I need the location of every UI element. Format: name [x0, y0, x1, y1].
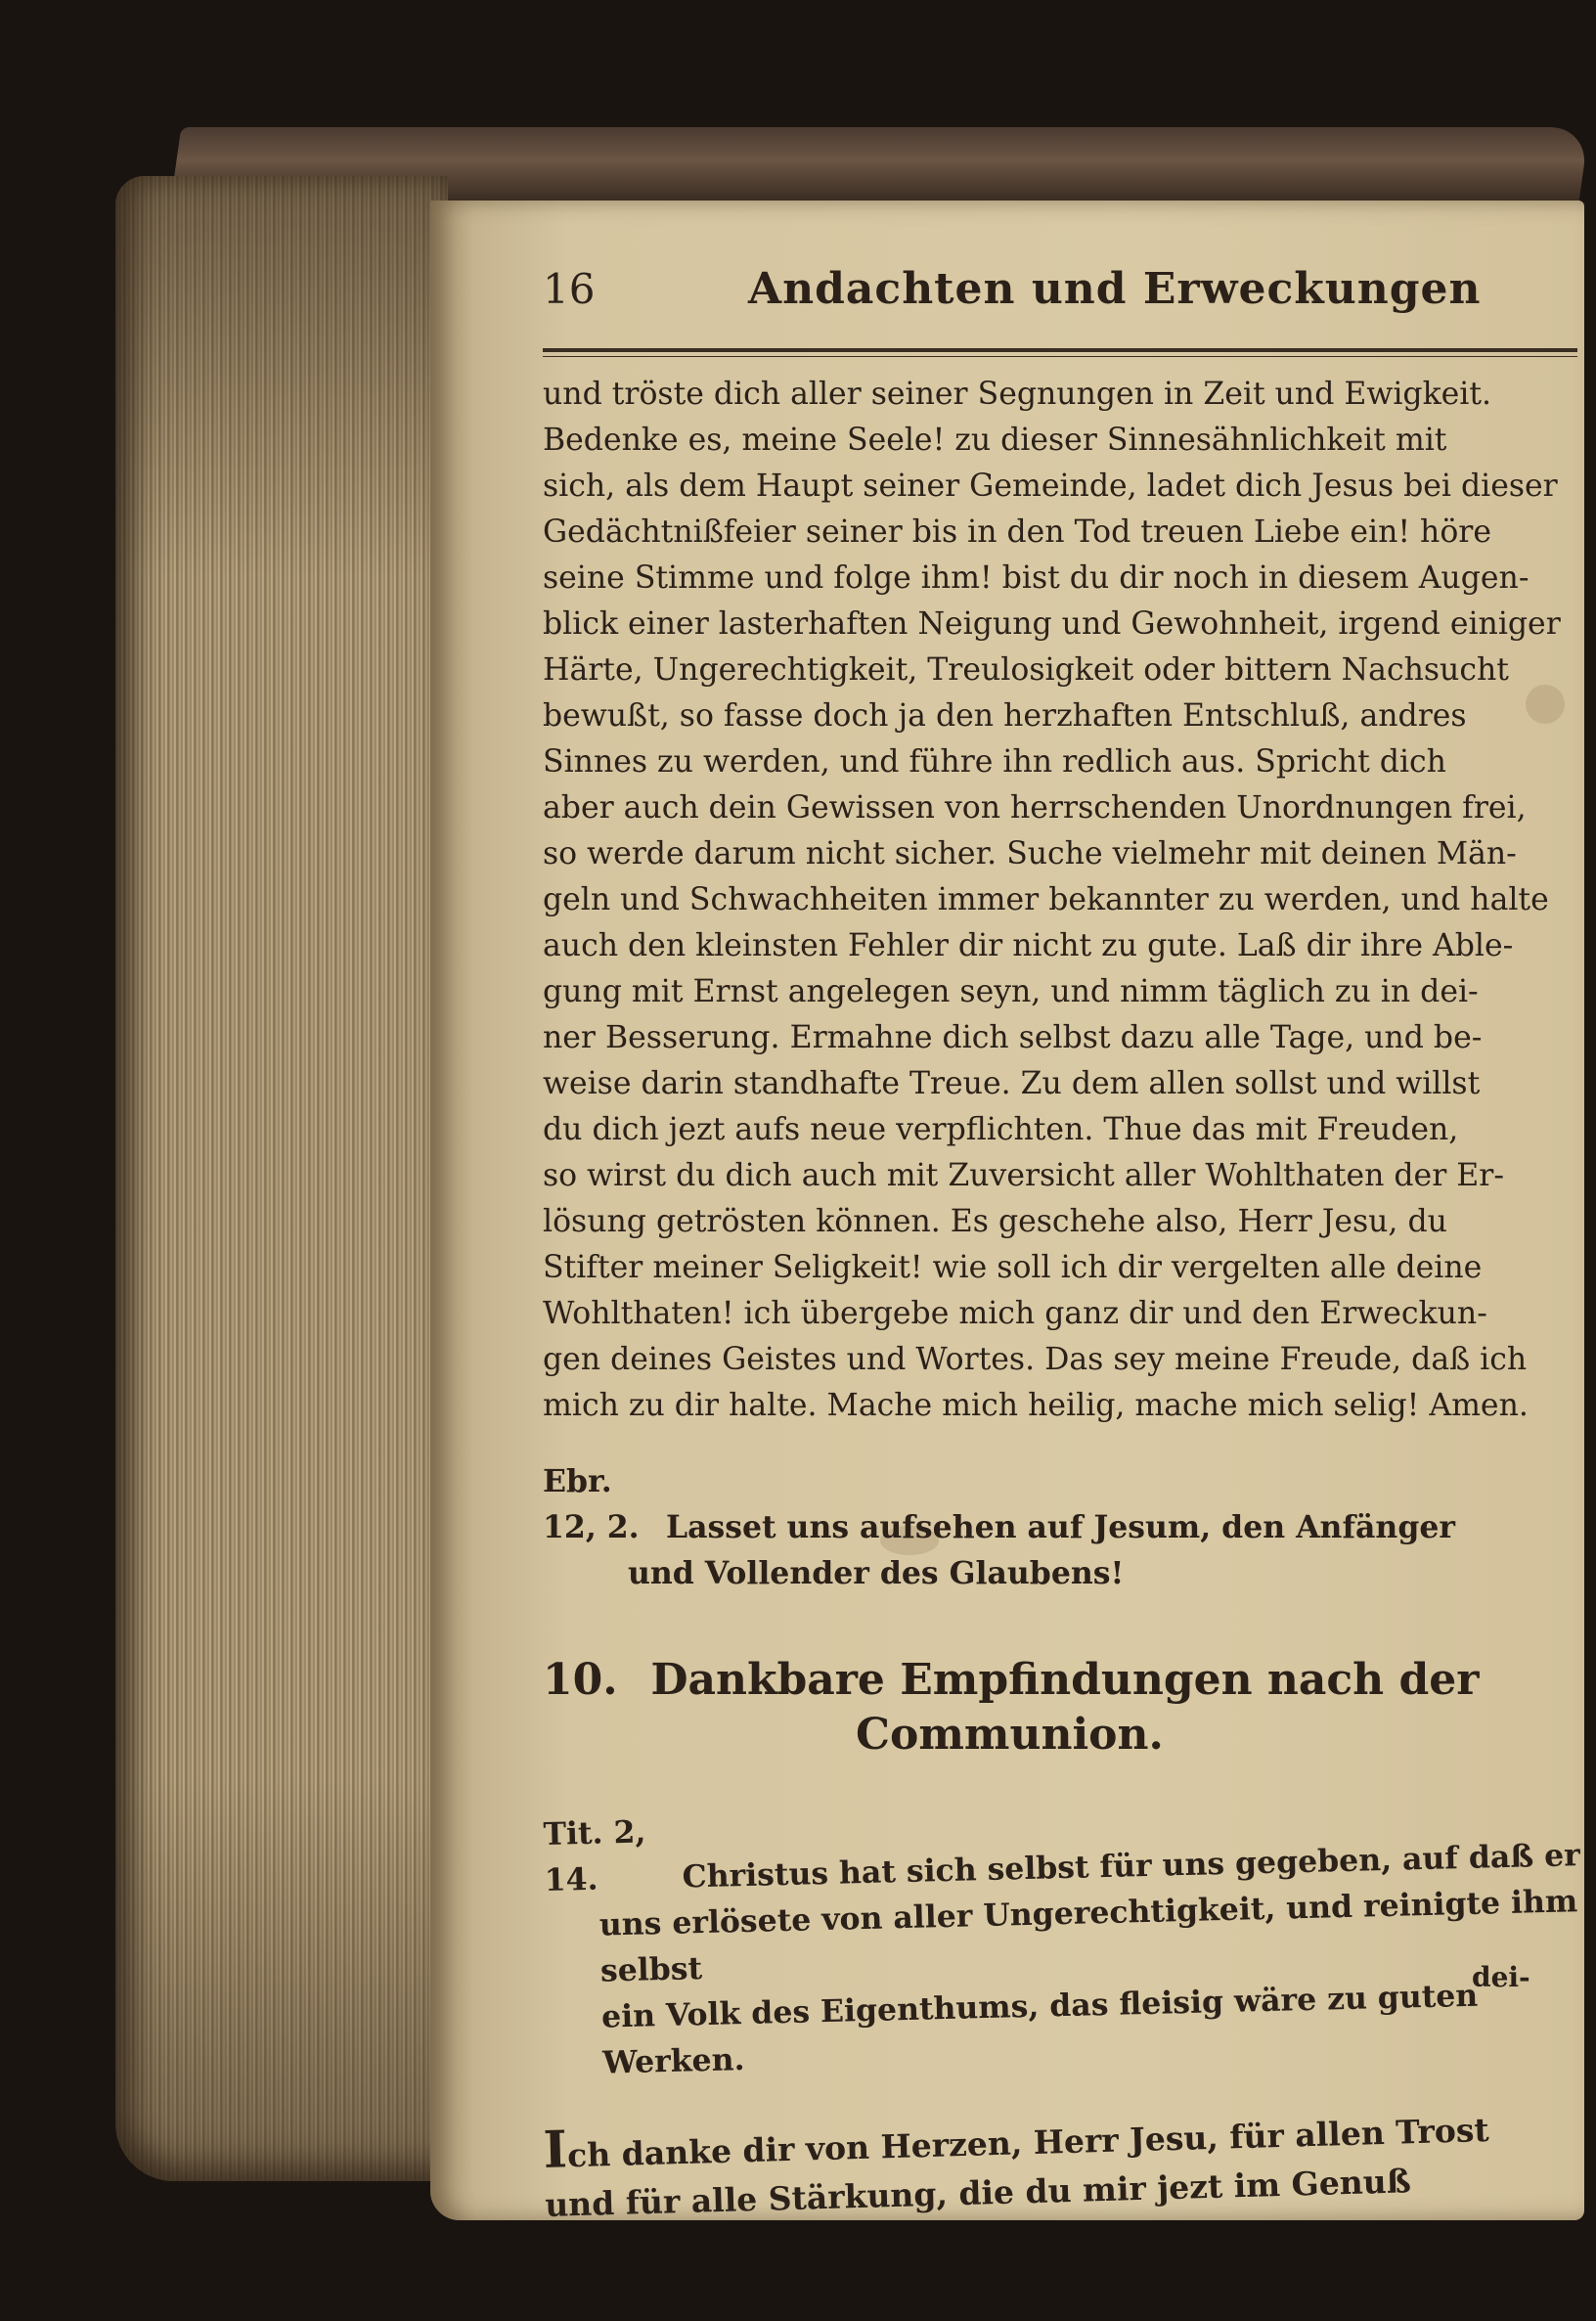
body-line: bewußt, so fasse doch ja den herzhaften Entschluß, andres — [543, 698, 1467, 734]
verse-reference: Ebr. 12, 2. — [543, 1463, 640, 1545]
body-line: Stifter meiner Seligkeit! wie soll ich dir vergelten alle deine — [543, 1250, 1483, 1285]
body-line: so werde darum nicht sicher. Suche vielmehr mit deinen Män- — [543, 836, 1517, 871]
body-line: sich, als dem Haupt seiner Gemeinde, ladet dich Jesus bei dieser — [543, 469, 1558, 504]
scripture-verse-tit — [543, 1786, 1586, 2087]
body-line: Wohlthaten! ich übergebe mich ganz dir und den Erweckun- — [543, 1296, 1487, 1331]
section-number: 10. — [543, 1655, 618, 1705]
verse-text-line: Lasset uns aufsehen auf Jesum, den Anfänger — [665, 1509, 1455, 1545]
body-line: Sinnes zu werden, und führe ihn redlich aus. Spricht dich — [543, 744, 1446, 780]
section-title-line: Communion. — [856, 1710, 1164, 1760]
body-line: aber auch dein Gewissen von herrschenden Unordnungen frei, — [543, 790, 1527, 826]
running-head: Andachten und Erweckungen — [748, 264, 1482, 314]
body-line: gen deines Geistes und Wortes. Das sey meine Freude, daß ich — [543, 1342, 1528, 1377]
verse-text-line: und Vollender des Glaubens! — [628, 1555, 1125, 1591]
header-rule — [543, 348, 1577, 352]
verse-reference: Tit. 2, 14. — [543, 1813, 646, 1898]
paragraph-line: und für alle Stärkung, die du mir jezt im Genuß — [544, 2162, 1412, 2224]
page-number: 16 — [543, 265, 596, 313]
body-line: und tröste dich aller seiner Segnungen in Zeit und Ewigkeit. — [543, 377, 1492, 412]
body-line: seine Stimme und folge ihm! bist du dir noch in diesem Augen- — [543, 560, 1530, 596]
prayer-paragraph — [543, 2097, 1582, 2230]
body-line: Bedenke es, meine Seele! zu dieser Sinnesähnlichkeit mit — [543, 423, 1447, 458]
verse-text-line: uns erlösete von aller Ungerechtigkeit, und reinigte ihm selbst — [598, 1883, 1578, 1989]
body-line: geln und Schwachheiten immer bekannter zu werden, und halte — [543, 882, 1549, 917]
body-line: du dich jezt aufs neue verpflichten. Thue das mit Freuden, — [543, 1112, 1459, 1147]
section-title-line: Dankbare Empfindungen nach der — [650, 1655, 1480, 1705]
book-page-edges — [115, 176, 448, 2181]
body-line: weise darin standhafte Treue. Zu dem allen sollst und willst — [543, 1066, 1481, 1101]
body-line: lösung getrösten können. Es geschehe also, Herr Jesu, du — [543, 1204, 1447, 1239]
body-line: gung mit Ernst angelegen seyn, und nimm täglich zu in dei- — [543, 974, 1479, 1009]
paragraph-line: ch danke dir von Herzen, Herr Jesu, für allen Trost — [566, 2110, 1490, 2175]
body-line: ner Besserung. Ermahne dich selbst dazu alle Tage, und be- — [543, 1020, 1483, 1055]
page-header — [543, 264, 1579, 323]
body-paragraph — [543, 372, 1574, 1429]
verse-text-line: Christus hat sich selbst für uns gegeben, auf daß er — [682, 1837, 1581, 1896]
body-line: auch den kleinsten Fehler dir nicht zu gute. Laß dir ihre Able- — [543, 928, 1514, 963]
page-content — [543, 264, 1579, 2230]
scripture-verse-ebr — [543, 1458, 1579, 1596]
section-heading — [543, 1653, 1579, 1763]
drop-cap: I — [542, 2120, 568, 2180]
catchword: dei- — [1472, 1961, 1530, 1993]
body-line: blick einer lasterhaften Neigung und Gewohnheit, irgend einiger — [543, 606, 1561, 642]
body-line: so wirst du dich auch mit Zuversicht aller Wohlthaten der Er- — [543, 1158, 1504, 1193]
verse-text-line: ein Volk des Eigenthums, das fleisig wäre zu guten Werken. — [600, 1977, 1479, 2081]
body-line: Gedächtnißfeier seiner bis in den Tod treuen Liebe ein! höre — [543, 514, 1491, 550]
body-line: Härte, Ungerechtigkeit, Treulosigkeit oder bittern Nachsucht — [543, 652, 1509, 688]
body-line: mich zu dir halte. Mache mich heilig, mache mich selig! Amen. — [543, 1388, 1529, 1423]
